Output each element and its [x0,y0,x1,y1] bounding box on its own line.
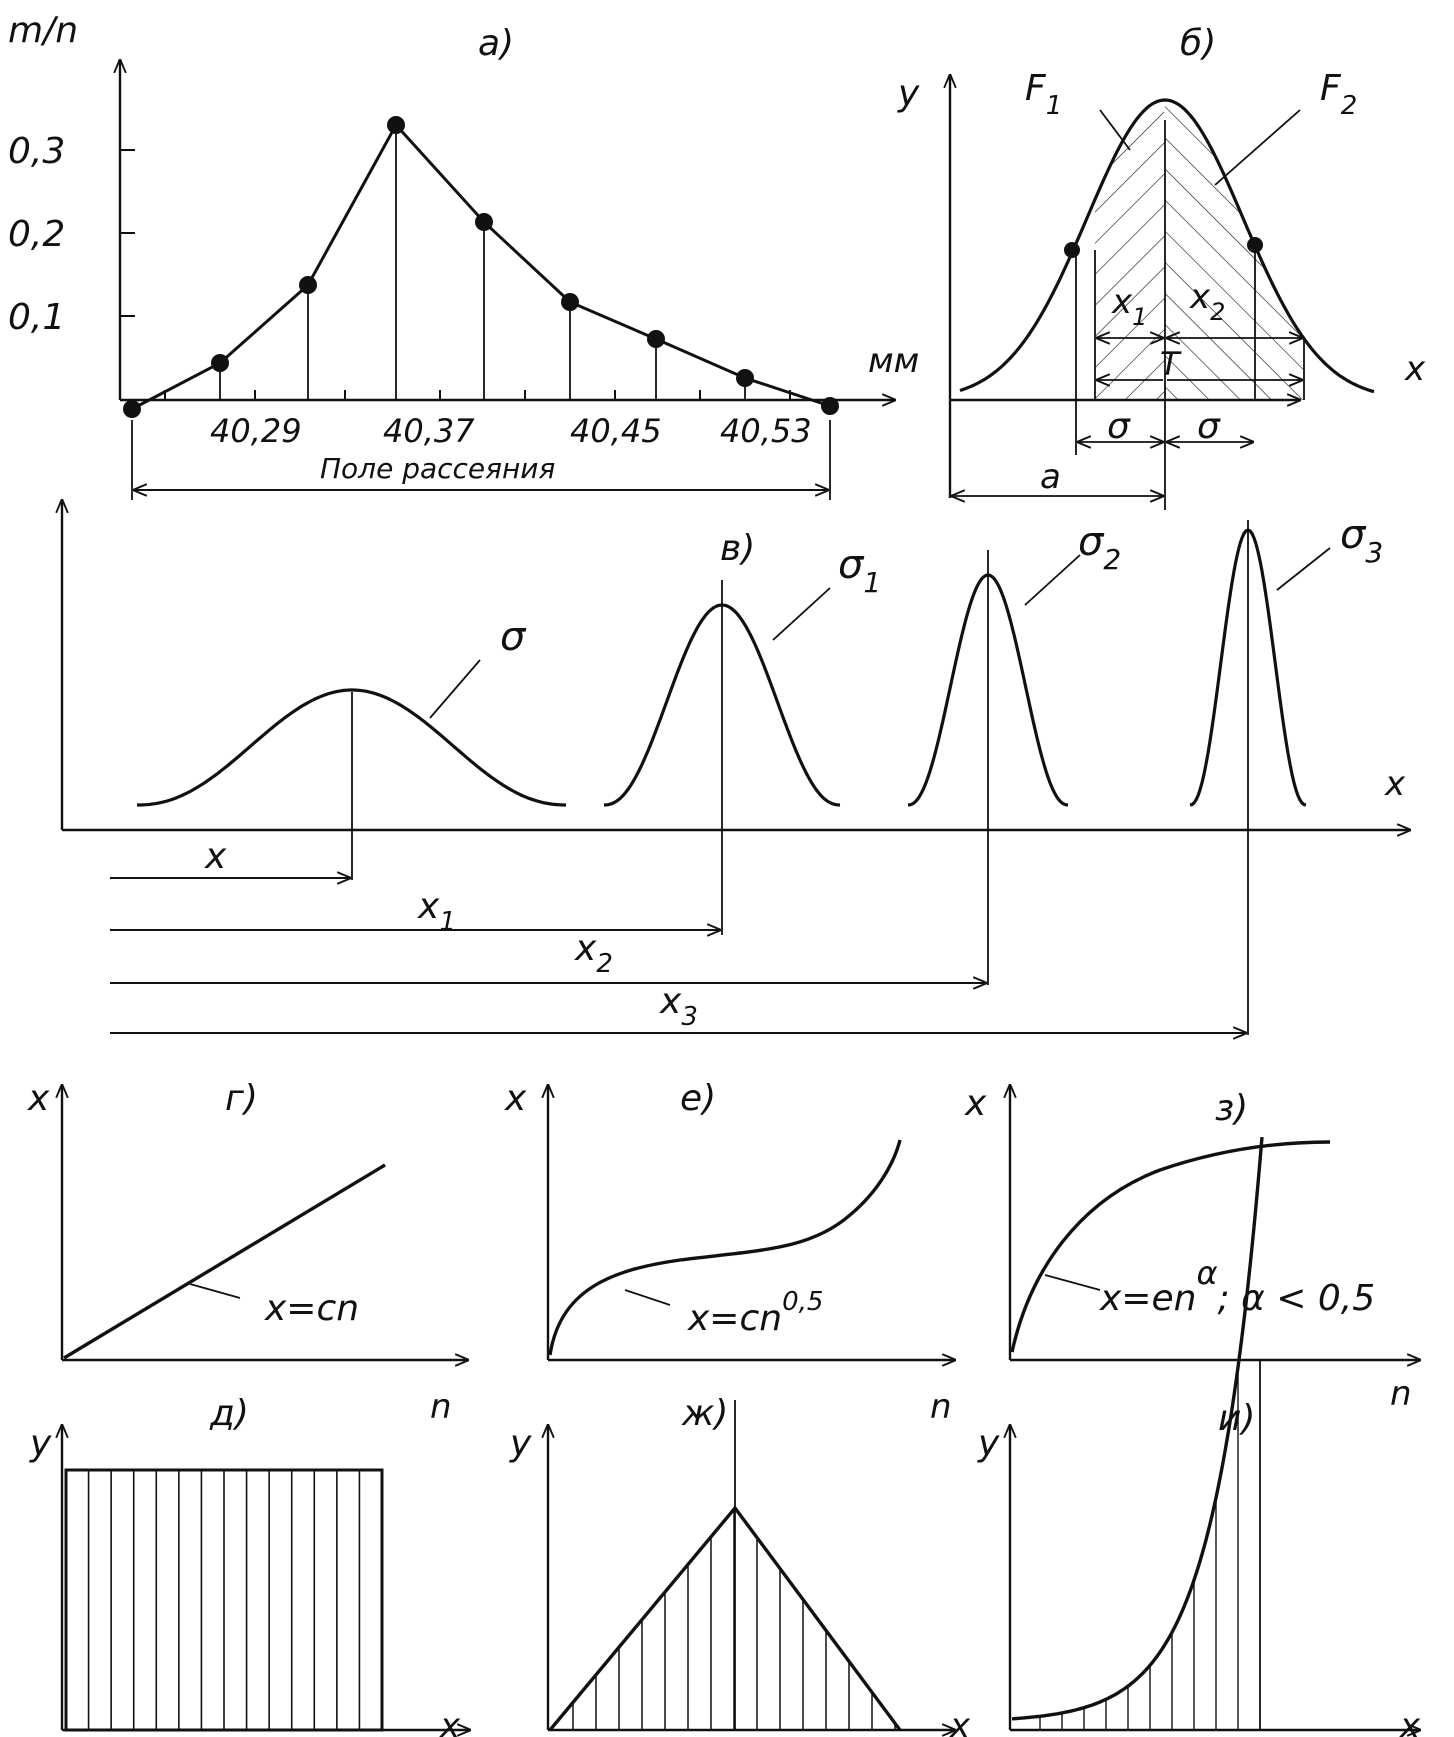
panel-z-ylabel: x [965,1083,987,1124]
panel-v-x2: $x_2$ [575,928,613,979]
panel-a-letter: а) [478,23,515,64]
panel-e [504,1078,955,1427]
panel-a-ytick-label: 0,2 [8,214,66,255]
panel-a-xtick-label: 40,29 [210,412,302,450]
panel-z-letter: з) [1215,1088,1249,1129]
panel-i-ylabel: y [978,1423,1000,1464]
panel-e-ylabel: x [505,1078,527,1119]
panel-d [29,1393,470,1737]
panel-e-formula: x=cn$^{0,5}$ [688,1287,824,1339]
panel-g-ylabel: x [28,1078,50,1119]
panel-a-polygon [132,125,830,409]
panel-a-ytick-label: 0,1 [8,297,66,338]
panel-a-range-label: Поле рассеяния [320,452,556,485]
panel-b-xlabel: x [1405,349,1426,389]
panel-b [897,23,1426,510]
panel-v-letter: в) [720,528,756,569]
panel-v-x1: $x_1$ [418,886,456,937]
panel-zh-triangle [550,1508,900,1730]
panel-e-xlabel: n [930,1387,952,1427]
panel-zh-xlabel: x [950,1706,971,1737]
panel-g-formula: x=cn [265,1288,360,1329]
panel-b-hatch-left [1095,100,1165,405]
panel-e-letter: е) [680,1078,717,1119]
panel-d-xlabel: x [440,1706,461,1737]
panel-a-xtick-label: 40,37 [383,412,475,450]
panel-b-sigma-right: σ [1197,406,1220,447]
panel-d-letter: д) [210,1393,249,1434]
panel-i-letter: и) [1218,1398,1256,1439]
panel-b-letter: б) [1180,23,1217,64]
panel-i-xlabel: x [1400,1706,1421,1737]
panel-v-label-sigma1: $\sigma_1$ [838,542,882,599]
panel-g-line [64,1165,385,1358]
panel-b-t: T [1160,345,1180,383]
panel-b-x2: $x_2$ [1190,277,1226,326]
panel-a-ylabel: m/n [8,10,79,51]
panel-b-f2: $F_2$ [1320,68,1358,121]
panel-a-xtick-label: 40,53 [720,412,812,450]
panel-v-x: x [205,836,227,877]
panel-v-xlabel: x [1385,764,1406,804]
panel-v-label-sigma2: $\sigma_2$ [1078,519,1122,576]
panel-g-letter: г) [225,1078,258,1119]
panel-d-ylabel: y [30,1423,52,1464]
panel-g [27,1078,468,1427]
panel-a [8,10,919,500]
panel-v-label-sigma3: $\sigma_3$ [1340,512,1384,569]
panel-a-ytick-label: 0,3 [8,131,66,172]
panel-b-x1: $x_1$ [1112,282,1148,331]
panel-g-xlabel: n [430,1387,452,1427]
panel-v-label-sigma: σ [500,614,526,660]
panel-b-ylabel: y [898,73,920,114]
panel-zh-stripes [573,1509,895,1730]
panel-v [62,500,1410,1035]
panel-z [964,1083,1420,1414]
panel-d-stripes [89,1470,360,1730]
panel-b-sigma-left: σ [1107,406,1130,447]
panel-zh-letter: ж) [682,1393,729,1434]
panel-zh-ylabel: y [510,1423,532,1464]
panel-b-hatch-right [1165,100,1305,405]
panel-a-xtick-label: 40,45 [570,412,662,450]
panel-a-xlabel: мм [868,341,920,381]
panel-i [977,1137,1421,1737]
panel-z-xlabel: n [1390,1374,1412,1414]
panel-z-formula: x=enα; α < 0,5 [1100,1254,1376,1319]
panel-b-f1: $F_1$ [1025,68,1063,121]
panel-zh [509,1393,971,1737]
panel-z-curve [1012,1142,1330,1352]
panel-b-a: a [1040,457,1061,497]
panel-v-x3: $x_3$ [660,981,698,1032]
